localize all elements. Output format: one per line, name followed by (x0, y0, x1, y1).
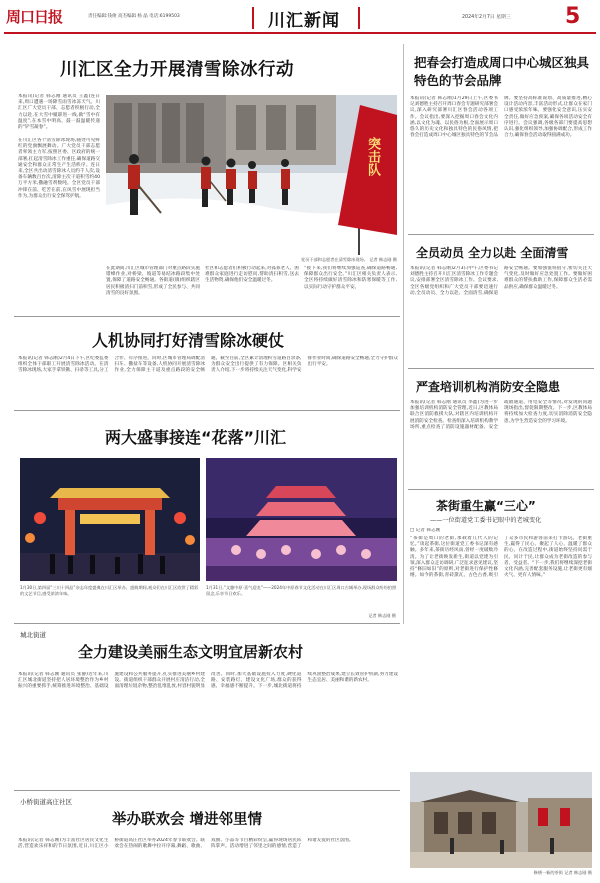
art1-body-2: 在此期间,川汇区城市管理部门对重点路段实施错峰作业,对桥梁、坡道等易结冰路段集中处置,保障了道路安全畅通。各街道(镇)组织辖区居民积极清扫门前积雪,形成了全民参与、共同清雪的良好氛围。 (106, 266, 200, 296)
divider-art5 (408, 368, 594, 369)
column-divider-right (403, 44, 404, 624)
art3-photo-right (206, 458, 397, 581)
art7-tea-street-photo (410, 772, 592, 868)
divider-art4 (408, 234, 594, 235)
divider-art3 (14, 623, 400, 624)
lantern-gate-illustration (20, 458, 200, 581)
editor-info: 责任编辑:钱俊 高杰编辑 杨 晶 电话:6199503 (88, 14, 180, 19)
art2-body: 本报讯(记者 韩志刚)2月4日下午,区纪委监委组织全体干部职工开展清雪除冰活动。在清雪除冰现场,大家手拿铁锹、扫帚等工具,分工合作、有序推进。同时,区城市管理局调配清扫车、撒盐车等设备,人机协同开展清雪除冰作业,全力保障主干道及重点路段的安全畅通。截至目前,全区累计清理积雪道路百余条,为群众安全出行提供了有力保障。区相关负责人介绍,下一步将持续关注天气变化,科学安排作业时间,确保道路安全畅通,全力守护群众出行平安。 (18, 356, 398, 374)
art8-body: 本报讯(记者 韩志刚 通讯员 张静)近年来,川汇区城北街道坚持把人居环境整治作为乡村振兴的重要抓手,统筹推进环境整治、基础设施建设和公共服务提升,扎实推进美丽乡村建设。街道组织干部群众开展村庄清洁行动,全面清理垃圾杂物,整治乱堆乱放,村容村貌明显改善。同时,加大基础设施投入力度,硬化道路、安装路灯、建设文化广场,群众的获得感、幸福感不断提升。下一步,城北街道将持续巩固整治成果,建立长效管护机制,努力建设生态宜居、美丽和谐的新农村。 (18, 672, 398, 690)
divider-art8 (14, 790, 400, 791)
art9-body: 本报讯(记者 韩志刚)为丰富社区居民文化生活,营造欢乐祥和的节日氛围,近日,川汇区小桥街道高庄社区举办2024年春节联欢会。联欢会在热闹的歌舞中拉开序幕,舞蹈、歌曲、戏曲、小品等节目精彩纷呈,赢得现场居民阵阵掌声。活动增进了邻里之间的感情,营造了和谐友爱的社区氛围。 (18, 838, 354, 850)
art1-snow-photo (106, 95, 397, 255)
art6-headline: 严查培训机构消防安全隐患 (416, 380, 561, 394)
art1-headline: 川汇区全力开展清雪除冰行动 (60, 60, 294, 80)
art3-headline: 两大盛事接连“花落”川汇 (105, 428, 287, 447)
art3-photo-credit: 记者 韩志刚 摄 (368, 613, 396, 618)
art9-kicker: 小桥街道高庄社区 (20, 798, 72, 806)
divider-art6 (408, 489, 594, 490)
art1-body-4: “接下来,我们将继续加强巡查,确保道路畅通,保障群众出行安全。”川汇区相关负责人表示,全区将持续做好清雪除冰和防寒保暖等工作,以实际行动守护群众平安。 (304, 266, 397, 290)
art3-caption-right: 1月31日,“文趣中原·喜气迎龙”——2024年中原春节文化活动在川汇区周口古城举办,现场群众纷纷拍照留念,乐享节日欢乐。 (206, 585, 397, 596)
art5-headline: 全员动员 全力以赴 全面清雪 (416, 246, 569, 260)
old-street-illustration (410, 772, 592, 868)
issue-date: 2024年2月7日 星期三 (462, 15, 511, 20)
art1-body-3: 社区和志愿者们积极行动起来,对孤寡老人、困难群众家庭进行走访慰问,帮助清扫积雪,送去生活物资,确保他们安全温暖过冬。 (205, 266, 299, 284)
art7-subtitle: ——一位街道党工委书记眼中的老城变化 (430, 517, 542, 524)
masthead-rule (4, 32, 596, 34)
section-title: 川汇新闻 (268, 11, 340, 31)
art3-photo-left (20, 458, 200, 581)
art9-headline: 举办联欢会 增进邻里情 (112, 812, 263, 828)
section-divider-right (358, 7, 360, 29)
art1-body-1: 在川汇区各个清雪除冰现场,随处可见鲜红的党旗飘展舞动。广大党员干部志愿者率领主力军,按照区委、区政府的统一部署,扛起清雪除冰工作重任,确保道路交通安全和群众正常生产生活秩序。连日来,全区共出动清雪除冰人员约千人次,设备车辆数百台次,清除主次干道积雪约40万平方米,撒融雪剂数吨。全区党员干部冲锋在前、吃苦在前,在风雪中展现担当作为,为群众出行安全保驾护航。 (18, 138, 100, 199)
art6-body: 本报讯(记者 韩志刚 通讯员 李鑫)为进一步加强培训机构消防安全管理,近日,区教体局联合区消防救援大队,对辖区内培训机构开展消防安全检查。检查组深入培训机构教学场所,重点检查了消防设施器材配备、安全疏散通道、用电安全等情况,对发现的问题现场指出,督促限期整改。下一步,区教体局将持续加大检查力度,切实消除消防安全隐患,为学生营造安全的学习环境。 (410, 400, 592, 430)
art7-headline: 茶街重生赢“三心” (436, 499, 536, 513)
divider-art1 (14, 316, 400, 317)
art2-headline: 人机协同打好清雪除冰硬仗 (92, 331, 285, 350)
art7-photo-caption: 修缮一新的茶街 记者 韩志刚 摄 (533, 870, 592, 875)
page-number: 5 (565, 4, 581, 29)
art5-body: 本报讯(记者 韩志刚)2月3日中午,区委书记刘德胜主持召开川汇区清雪除冰工作专题会议,安排部署全区清雪除冰工作。会议要求,全区各级党组织和广大党员干部要迅速行动,全员动员、全力以赴、全面清雪,确保道路安全畅通。要加强值班值守,密切关注天气变化,及时做好应急处置工作。要做好困难群众的帮扶救助工作,保障群众生活必需品供应,确保群众温暖过冬。 (410, 266, 592, 296)
art4-body: 本报讯(记者 韩志刚)1月29日上午,区委书记刘德胜主持召开周口春会专题研究部署会议,深入研究部署川汇区春会活动各项工作。会议指出,要深入挖掘周口春会文化内涵,以文化为魂、以民俗为根,全面展示周口悠久的历史文化和独具特色的民俗风情,把春会打造成周口中心城区独具特色的节会品牌。要坚持高标准谋划、高质量推进,精心设计活动内容,丰富活动形式,让群众在家门口感受浓浓年味。要强化安全意识,压实安全责任,做好应急预案,确保各项活动安全有序进行。会议强调,各级各部门要提高思想认识,强化组织领导,加强协调配合,形成工作合力,确保春会活动取得圆满成功。 (410, 96, 592, 139)
art3-caption-left: 1月30日,第四届“三川十四品”杂志年度盛典在川汇区举办。盛典期间,观众们在川汇区欣赏了精彩的文艺节目,感受浓浓年味。 (20, 585, 199, 596)
masthead (0, 0, 600, 32)
paper-logo: 周口日报 (6, 8, 63, 26)
art7-body: “茶街是周口的老街,承载着几代人的记忆。”谈起茶街,这位街道党工委书记深有感触。多年来,茶街历经风雨,曾经一度破败冷清。为了让老街焕发新生,街道以党建为引领,深入群众走访调研,广泛征求意见建议,坚持“修旧如旧”的原则,对老街进行保护性修缮。如今的茶街,青砖黛瓦、古色古香,吸引了众多市民和游客前来打卡游玩。老街重生,赢得了民心、聚起了人心、温暖了群众的心。在改造过程中,街道始终坚持问需于民、问计于民,让群众成为老街改造的参与者、受益者。“下一步,我们将继续深挖老街文化内涵,完善配套服务设施,让老街更有烟火气、更有人情味。” (410, 536, 592, 579)
art8-kicker: 城北街道 (20, 631, 46, 639)
art8-headline: 全力建设美丽生态文明宜居新农村 (78, 643, 304, 661)
divider-art2 (14, 410, 400, 411)
art7-byline: □ 记者 韩志刚 (410, 528, 441, 533)
art1-photo-caption: 党员干部和志愿者在清雪除冰现场。 记者 韩志刚 摄 (300, 257, 397, 262)
section-divider-left (252, 7, 254, 29)
art1-lead: 本报讯(记者 韩志刚 通讯员 王鑫)连日来,周口遭遇一场降雪雨雪冰冻天气。川汇区广大党员干部、志愿者积极行动,全力以赴,在大雪中履职进一线,做“雪中有温度”,在本雪中明高、鼓一鼓温暖传递的“铲雪凝春”。 (18, 94, 100, 131)
art4-headline: 把春会打造成周口中心城区独具特色的节会品牌 (414, 55, 590, 88)
art1-flag-text: 突击队 (365, 137, 380, 176)
stage-show-illustration (206, 458, 397, 581)
